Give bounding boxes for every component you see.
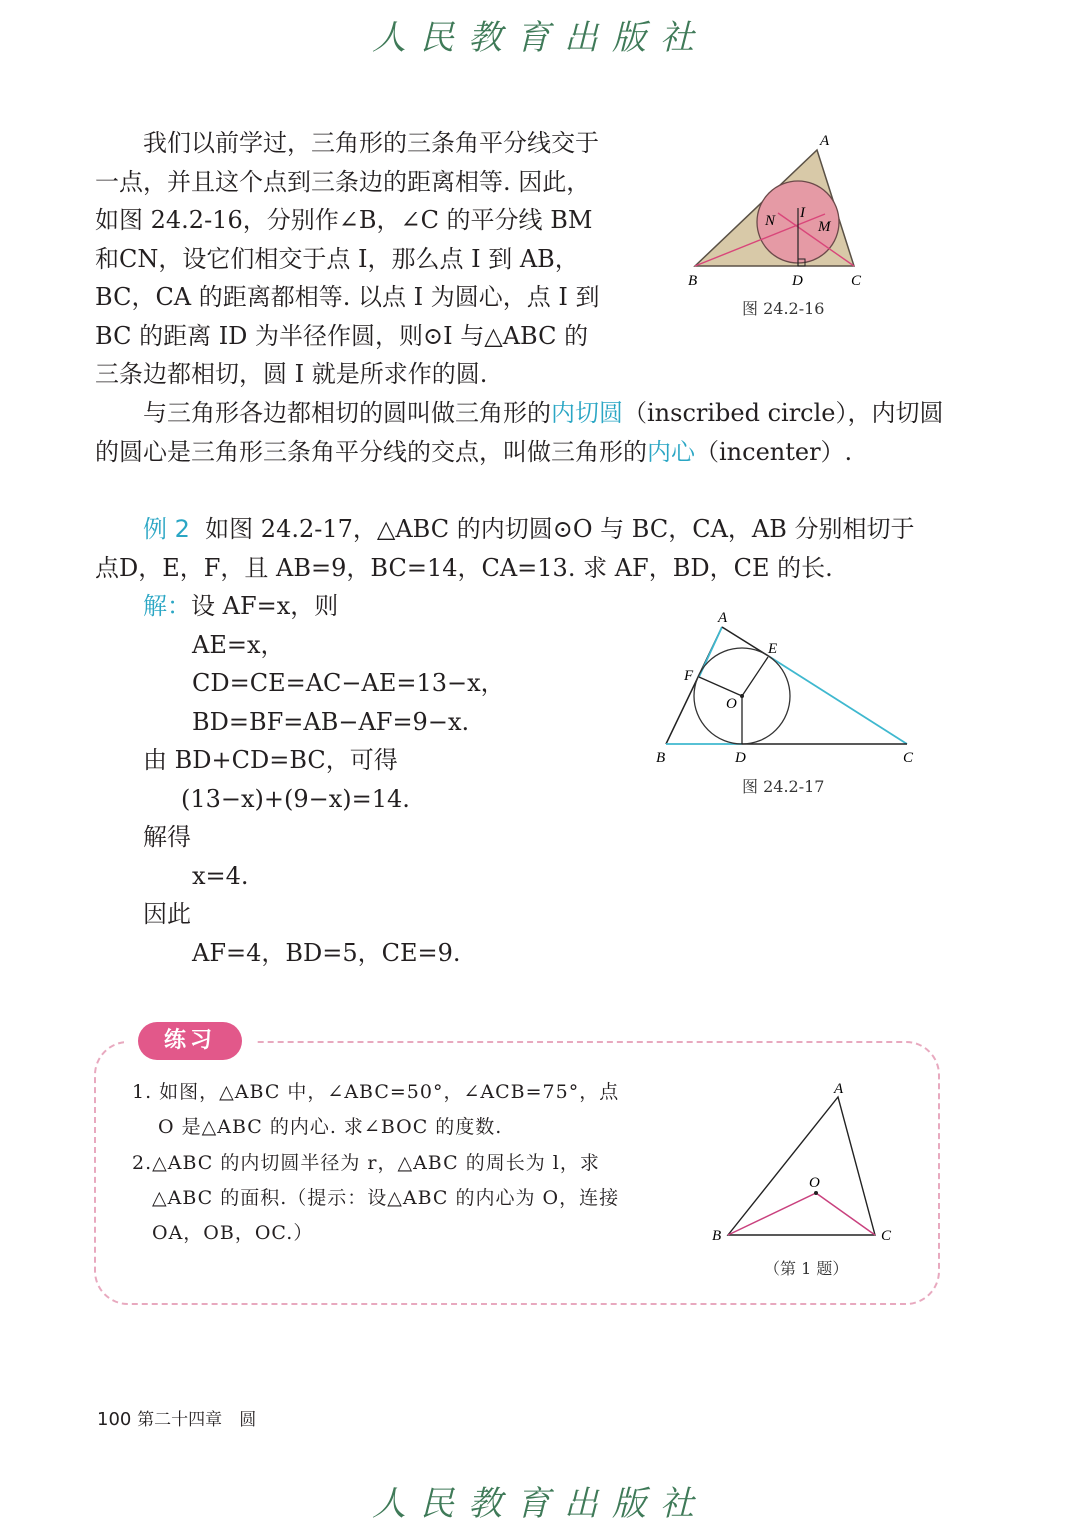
label-m: M [818, 219, 831, 235]
definition-paragraph [95, 394, 944, 471]
exercise-figure-1 [705, 1075, 905, 1250]
label-n: N [765, 213, 776, 229]
solution-line: 设 AF=x，则 [191, 592, 339, 620]
point-o [814, 1191, 818, 1195]
solution-line: (13−x)+(9−x)=14. [181, 784, 410, 813]
publisher-watermark-top: 人民教育出版社 [372, 18, 708, 58]
segments-bo-oc [728, 1193, 875, 1235]
intro-line: 和CN，设它们相交于点 I，那么点 I 到 AB， [95, 244, 579, 273]
figure-16-caption: 图 24.2-16 [742, 299, 825, 318]
exercise-item-2 [132, 1146, 619, 1251]
exercise-title-badge: 练习 [138, 1022, 242, 1060]
triangle-abc [728, 1097, 875, 1235]
solution-line: AF=4，BD=5，CE=9. [192, 938, 461, 967]
definition-text: 与三角形各边都相切的圆叫做三角形的 [143, 399, 551, 427]
intro-line: BC，CA 的距离都相等. 以点 I 为圆心，点 I 到 [95, 283, 600, 311]
solution-label: 解： [143, 592, 191, 620]
solution-line: 因此 [143, 900, 191, 928]
radius-oe [742, 657, 768, 696]
page-number: 100 [97, 1409, 132, 1430]
solution-line: x=4. [192, 861, 249, 890]
center-o [740, 694, 744, 698]
label-i: I [800, 205, 805, 221]
intro-line: 如图 24.2-16，分别作∠B，∠C 的平分线 BM [95, 206, 593, 234]
figure-24-2-16 [680, 125, 880, 320]
label-b: B [656, 750, 666, 766]
term-inscribed-circle: 内切圆 [551, 399, 623, 427]
solution [143, 587, 505, 972]
exercise-item-1 [132, 1075, 619, 1145]
label-e: E [768, 641, 778, 657]
example-label: 例 2 [143, 515, 190, 543]
intro-line: 一点，并且这个点到三条边的距离相等. 因此， [95, 167, 591, 196]
label-o: O [809, 1175, 820, 1191]
term-incenter: 内心 [647, 437, 695, 466]
label-a: A [834, 1081, 844, 1097]
segment-ec [770, 657, 907, 744]
label-d: D [792, 273, 803, 289]
label-c: C [851, 273, 862, 289]
radius-of [699, 677, 742, 696]
label-b: B [688, 273, 698, 289]
solution-line: 解得 [143, 823, 191, 851]
intro-paragraph [95, 124, 600, 394]
figure-24-2-17 [650, 600, 930, 775]
exercise-line: O 是△ABC 的内心. 求∠BOC 的度数. [158, 1116, 503, 1138]
example-problem-line: 点D，E，F，且 AB=9，BC=14，CA=13. 求 AF，BD，CE 的长. [95, 553, 833, 582]
exercise-line: OA，OB，OC.） [152, 1222, 314, 1244]
label-b: B [712, 1228, 722, 1244]
exercise-line: △ABC 的面积.（提示：设△ABC 的内心为 O，连接 [152, 1187, 620, 1209]
label-a: A [820, 133, 830, 149]
solution-line: BD=BF=AB−AF=9−x. [192, 707, 470, 736]
page-footer [97, 1405, 256, 1430]
label-c: C [881, 1228, 892, 1244]
label-o: O [726, 696, 737, 712]
exercise-line: 1. 如图，△ABC 中，∠ABC=50°，∠ACB=75°，点 [132, 1081, 620, 1103]
definition-text: 的圆心是三角形三条角平分线的交点，叫做三角形的 [95, 437, 647, 466]
intro-line: 我们以前学过，三角形的三条角平分线交于 [143, 129, 599, 157]
label-f: F [684, 668, 694, 684]
intro-line: 三条边都相切，圆 I 就是所求作的圆. [95, 360, 488, 388]
solution-line: AE=x， [192, 630, 285, 659]
publisher-watermark-bottom: 人民教育出版社 [372, 1484, 708, 1524]
solution-line: CD=CE=AC−AE=13−x， [192, 669, 505, 697]
definition-text: （incenter）. [695, 437, 853, 466]
label-d: D [735, 750, 746, 766]
chapter-title: 圆 [239, 1410, 257, 1430]
exercise-line: 2.△ABC 的内切圆半径为 r，△ABC 的周长为 l，求 [132, 1152, 600, 1174]
label-c: C [903, 750, 914, 766]
label-a: A [718, 610, 728, 626]
solution-line: 由 BD+CD=BC，可得 [143, 746, 398, 774]
definition-text: （inscribed circle），内切圆 [623, 399, 944, 427]
example-2 [95, 510, 915, 587]
chapter-label: 第二十四章 [137, 1410, 223, 1430]
exercise-figure-caption: （第 1 题） [764, 1259, 849, 1278]
example-problem-line: 如图 24.2-17，△ABC 的内切圆⊙O 与 BC，CA，AB 分别相切于 [205, 515, 915, 543]
intro-line: BC 的距离 ID 为半径作圆，则⊙I 与△ABC 的 [95, 321, 589, 350]
figure-17-caption: 图 24.2-17 [742, 777, 825, 796]
